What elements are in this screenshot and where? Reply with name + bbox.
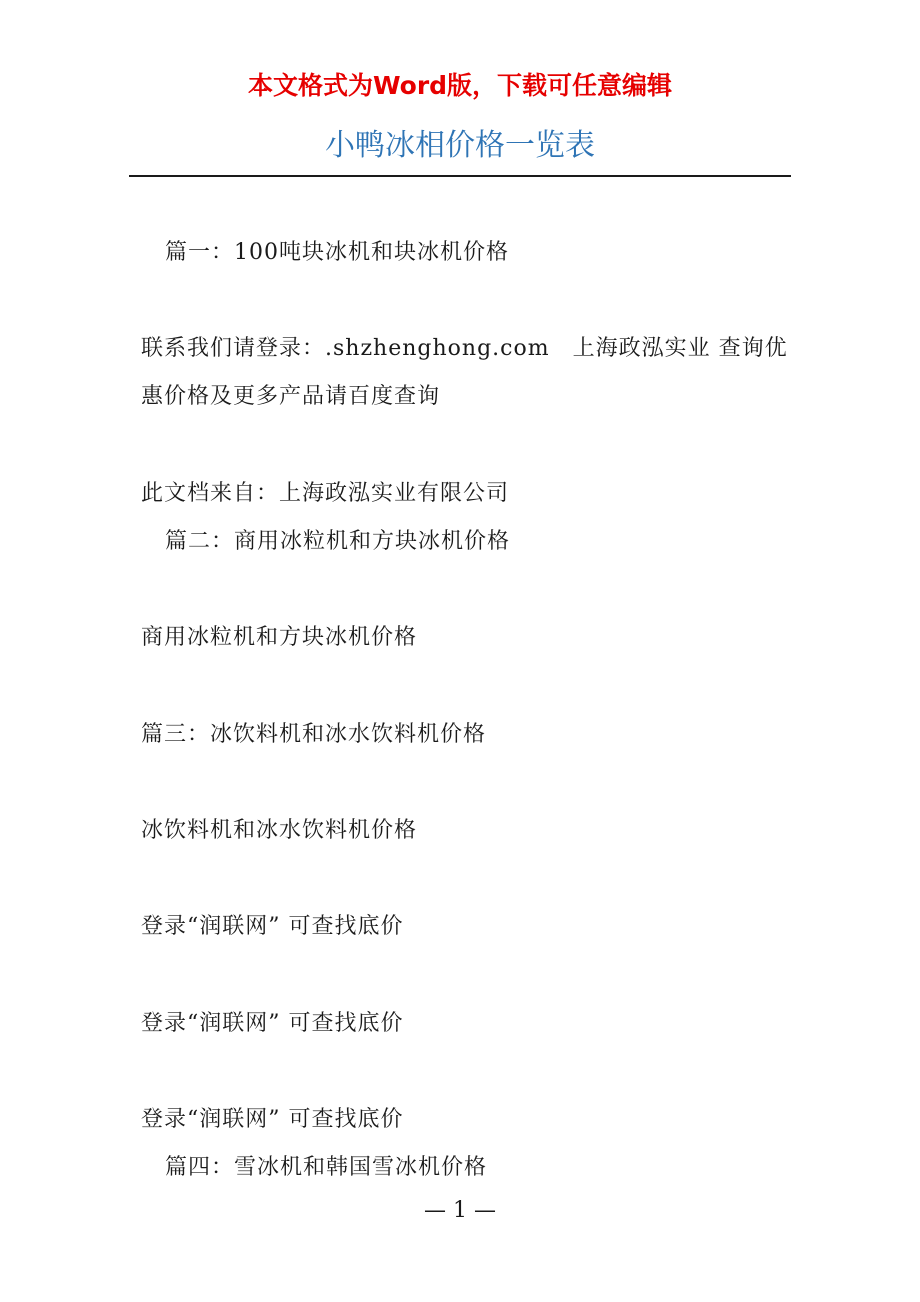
section-heading-1: 篇一：100吨块冰机和块冰机价格 xyxy=(165,240,509,265)
download-banner: 本文格式为Word版，下载可任意编辑 xyxy=(247,71,673,100)
source-line: 此文档来自：上海政泓实业有限公司 xyxy=(141,481,510,506)
login-line: 登录“润联网” 可查找底价 xyxy=(141,914,404,939)
section-heading-3: 篇三：冰饮料机和冰水饮料机价格 xyxy=(141,722,487,747)
title-divider xyxy=(129,175,791,177)
contact-line: 联系我们请登录：.shzhenghong.com 上海政泓实业 查询优 xyxy=(141,336,788,361)
section-heading-2: 篇二：商用冰粒机和方块冰机价格 xyxy=(165,529,511,554)
contact-line-continued: 惠价格及更多产品请百度查询 xyxy=(141,384,441,409)
paragraph-line: 商用冰粒机和方块冰机价格 xyxy=(141,625,418,650)
section-heading-4: 篇四：雪冰机和韩国雪冰机价格 xyxy=(165,1155,488,1180)
page-number: — 1 — xyxy=(424,1198,496,1223)
login-line: 登录“润联网” 可查找底价 xyxy=(141,1107,404,1132)
paragraph-line: 冰饮料机和冰水饮料机价格 xyxy=(141,818,418,843)
document-title: 小鸭冰相价格一览表 xyxy=(325,128,595,163)
login-line: 登录“润联网” 可查找底价 xyxy=(141,1011,404,1036)
